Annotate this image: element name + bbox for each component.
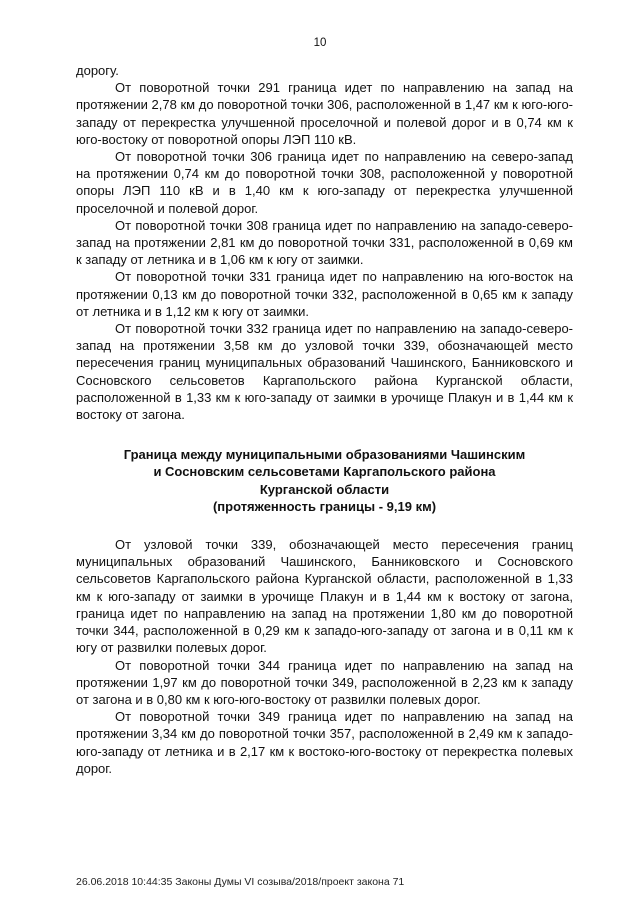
paragraph: От поворотной точки 306 граница идет по направлению на северо-запад на протяжении 0,74 км до поворотной точки 308, расположенной у поворотной опоры ЛЭП 110 кВ и в 1,40 км к юго-западу от перекрестка улучшенной проселочной и полевой дорог.	[76, 149, 573, 216]
paragraph: От поворотной точки 332 граница идет по направлению на западо-северо-запад на протяжении 3,58 км до узловой точки 339, обозначающей место пересечения границ муниципальных образований Чашинского, Банниковского и Сосновского сельсоветов Каргапольского района Курганской области, расположенной в 1,33 км к юго-западу от заимки в урочище Плакун и в 1,44 км к востоку от загона.	[76, 321, 573, 423]
section-heading-line: Курганской области	[259, 481, 390, 497]
section-heading-line: и Сосновским сельсоветами Каргапольского района	[153, 464, 496, 480]
document-footer: 26.06.2018 10:44:35 Законы Думы VI созыва/2018/проект закона 71	[76, 876, 405, 888]
paragraph: От поворотной точки 344 граница идет по направлению на запад на протяжении 1,97 км до поворотной точки 349, расположенной в 2,23 км к западу от загона и в 0,80 км к юго-юго-востоку от развилки полевых дорог.	[76, 657, 573, 707]
paragraph: От узловой точки 339, обозначающей место пересечения границ муниципальных образований Чашинского, Банниковского и Сосновского сельсоветов Каргапольского района Курганской области, расположенной в 1,33 км к юго-западу от заимки в урочище Плакун и в 1,44 км к востоку от загона, граница идет по направлению на запад на протяжении 1,80 км до поворотной точки 344, расположенной в 0,29 км к западо-юго-западу от загона и в 0,11 км к югу от развилки полевых дорог.	[76, 537, 573, 656]
paragraph: От поворотной точки 349 граница идет по направлению на запад на протяжении 3,34 км до поворотной точки 357, расположенной в 2,49 км к западо-юго-западу от летника и в 2,17 км к востоко-юго-востоку от перекрестка полевых дорог.	[76, 709, 573, 776]
section-heading-length: (протяженность границы - 9,19 км)	[212, 498, 437, 514]
paragraph-continuation: дорогу.	[76, 63, 119, 78]
paragraph: От поворотной точки 308 граница идет по направлению на западо-северо-запад на протяжении 2,81 км до поворотной точки 331, расположенной в 0,69 км к западу от летника и в 1,06 км к югу от заимки.	[76, 217, 573, 268]
paragraph: От поворотной точки 331 граница идет по направлению на юго-восток на протяжении 0,13 км до поворотной точки 332, расположенной в 0,65 км к западу от летника и в 1,12 км к югу от заимки.	[76, 269, 573, 319]
document-body	[76, 62, 573, 777]
paragraph: От поворотной точки 291 граница идет по направлению на запад на протяжении 2,78 км до поворотной точки 306, расположенной в 1,47 км к юго-юго-западу от перекрестка улучшенной проселочной и полевой дорог и в 0,74 км к юго-востоку от поворотной опоры ЛЭП 110 кВ.	[76, 80, 573, 147]
section-heading	[76, 446, 573, 515]
page-number: 10	[313, 37, 327, 49]
section-heading-line: Граница между муниципальными образованиями Чашинским	[123, 447, 526, 463]
